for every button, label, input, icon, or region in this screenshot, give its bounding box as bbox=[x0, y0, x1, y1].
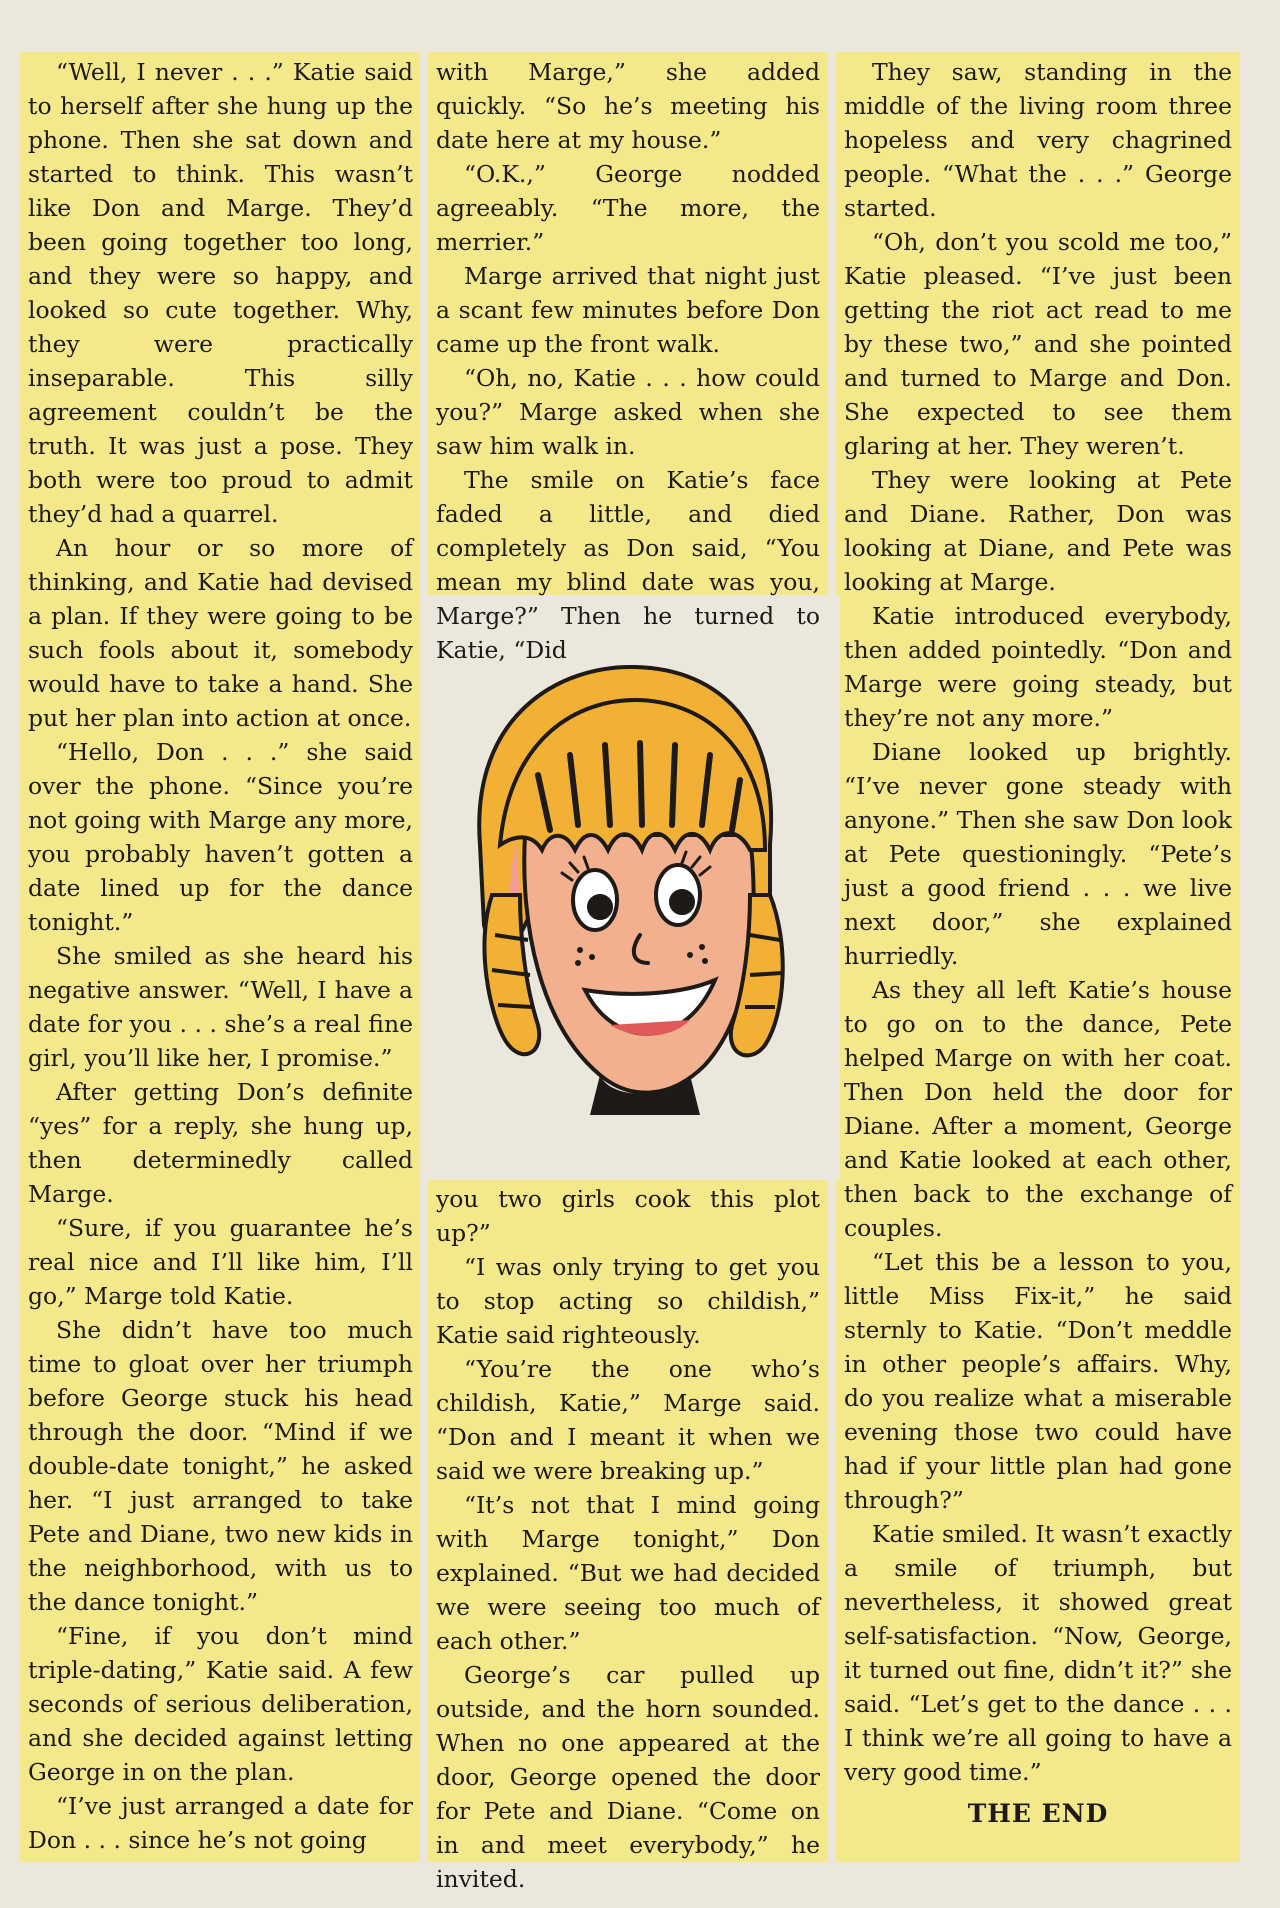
paragraph: The smile on Katie’s face faded a little, and died completely as Don said, “You mean my blind date was you, Marge?” Then he turned to Katie, “Did bbox=[436, 466, 820, 664]
paragraph: you two girls cook this plot up?” bbox=[436, 1185, 820, 1247]
paragraph: “O.K.,” George nodded agreeably. “The more, the merrier.” bbox=[436, 160, 820, 256]
the-end-label: THE END bbox=[967, 1799, 1109, 1828]
paragraph: “Let this be a lesson to you, little Miss Fix-it,” he said sternly to Katie. “Don’t meddle in other people’s affairs. Why, do you realize what a miserable evening those two could have had if your little plan had gone through?” bbox=[844, 1248, 1232, 1514]
paragraph: George’s car pulled up outside, and the horn sounded. When no one appeared at the door, George opened the door for Pete and Diane. “Come on in and meet everybody,” he invited. bbox=[436, 1661, 820, 1893]
story-column-middle-bottom bbox=[436, 1182, 820, 1896]
paragraph: “Hello, Don . . .” she said over the phone. “Since you’re not going with Marge any more, you probably haven’t gotten a date lined up for the dance tonight.” bbox=[28, 738, 413, 936]
paragraph: “Oh, don’t you scold me too,” Katie pleased. “I’ve just been getting the riot act read to me by these two,” and she pointed and turned to Marge and Don. She expected to see them glaring at her. They weren’t. bbox=[844, 228, 1232, 460]
paragraph: Diane looked up brightly. “I’ve never gone steady with anyone.” Then she saw Don look at Pete questioningly. “Pete’s just a good friend . . . we live next door,” she explained hurriedly. bbox=[844, 738, 1232, 970]
paragraph: After getting Don’s definite “yes” for a reply, she hung up, then determinedly called Marge. bbox=[28, 1078, 413, 1208]
paragraph: “I was only trying to get you to stop acting so childish,” Katie said righteously. bbox=[436, 1253, 820, 1349]
story-column-middle-top bbox=[436, 55, 820, 667]
katie-face-icon bbox=[420, 595, 840, 1180]
paragraph: “I’ve just arranged a date for Don . . . since he’s not going bbox=[28, 1792, 413, 1854]
paragraph: She didn’t have too much time to gloat over her triumph before George stuck his head through the door. “Mind if we double-date tonight,” he asked her. “I just arranged to take Pete and Diane, two new kids in the neighborhood, with us to the dance tonight.” bbox=[28, 1316, 413, 1616]
paragraph: She smiled as she heard his negative answer. “Well, I have a date for you . . . she’s a real fine girl, you’ll like her, I promise.” bbox=[28, 942, 413, 1072]
paragraph: “Sure, if you guarantee he’s real nice and I’ll like him, I’ll go,” Marge told Katie. bbox=[28, 1214, 413, 1310]
paragraph: “It’s not that I mind going with Marge tonight,” Don explained. “But we had decided we were seeing too much of each other.” bbox=[436, 1491, 820, 1655]
story-column-right bbox=[844, 55, 1232, 1831]
paragraph: They saw, standing in the middle of the living room three hopeless and very chagrined people. “What the . . .” George started. bbox=[844, 58, 1232, 222]
paragraph: “Oh, no, Katie . . . how could you?” Marge asked when she saw him walk in. bbox=[436, 364, 820, 460]
paragraph: As they all left Katie’s house to go on to the dance, Pete helped Marge on with her coat. Then Don held the door for Diane. After a moment, George and Katie looked at each other, then back to the exchange of couples. bbox=[844, 976, 1232, 1242]
paragraph: They were looking at Pete and Diane. Rather, Don was looking at Diane, and Pete was looking at Marge. bbox=[844, 466, 1232, 596]
paragraph: with Marge,” she added quickly. “So he’s meeting his date here at my house.” bbox=[436, 58, 820, 154]
paragraph: Katie smiled. It wasn’t exactly a smile of triumph, but nevertheless, it showed great self-satisfaction. “Now, George, it turned out fine, didn’t it?” she said. “Let’s get to the dance . . . I think we’re all going to have a very good time.” bbox=[844, 1520, 1232, 1786]
paragraph: “You’re the one who’s childish, Katie,” Marge said. “Don and I meant it when we said we were breaking up.” bbox=[436, 1355, 820, 1485]
paragraph: An hour or so more of thinking, and Katie had devised a plan. If they were going to be such fools about it, somebody would have to take a hand. She put her plan into action at once. bbox=[28, 534, 413, 732]
paragraph: “Well, I never . . .” Katie said to herself after she hung up the phone. Then she sat down and started to think. This wasn’t like Don and Marge. They’d been going together too long, and they were so happy, and looked so cute together. Why, they were practically inseparable. This silly agreement couldn’t be the truth. It was just a pose. They both were too proud to admit they’d had a quarrel. bbox=[28, 58, 413, 528]
paragraph: “Fine, if you don’t mind triple-dating,” Katie said. A few seconds of serious deliberation, and she decided against letting George in on the plan. bbox=[28, 1622, 413, 1786]
illustration-frame bbox=[420, 595, 840, 1180]
paragraph: Katie introduced everybody, then added pointedly. “Don and Marge were going steady, but they’re not any more.” bbox=[844, 602, 1232, 732]
paragraph: Marge arrived that night just a scant few minutes before Don came up the front walk. bbox=[436, 262, 820, 358]
story-column-left bbox=[28, 55, 413, 1857]
